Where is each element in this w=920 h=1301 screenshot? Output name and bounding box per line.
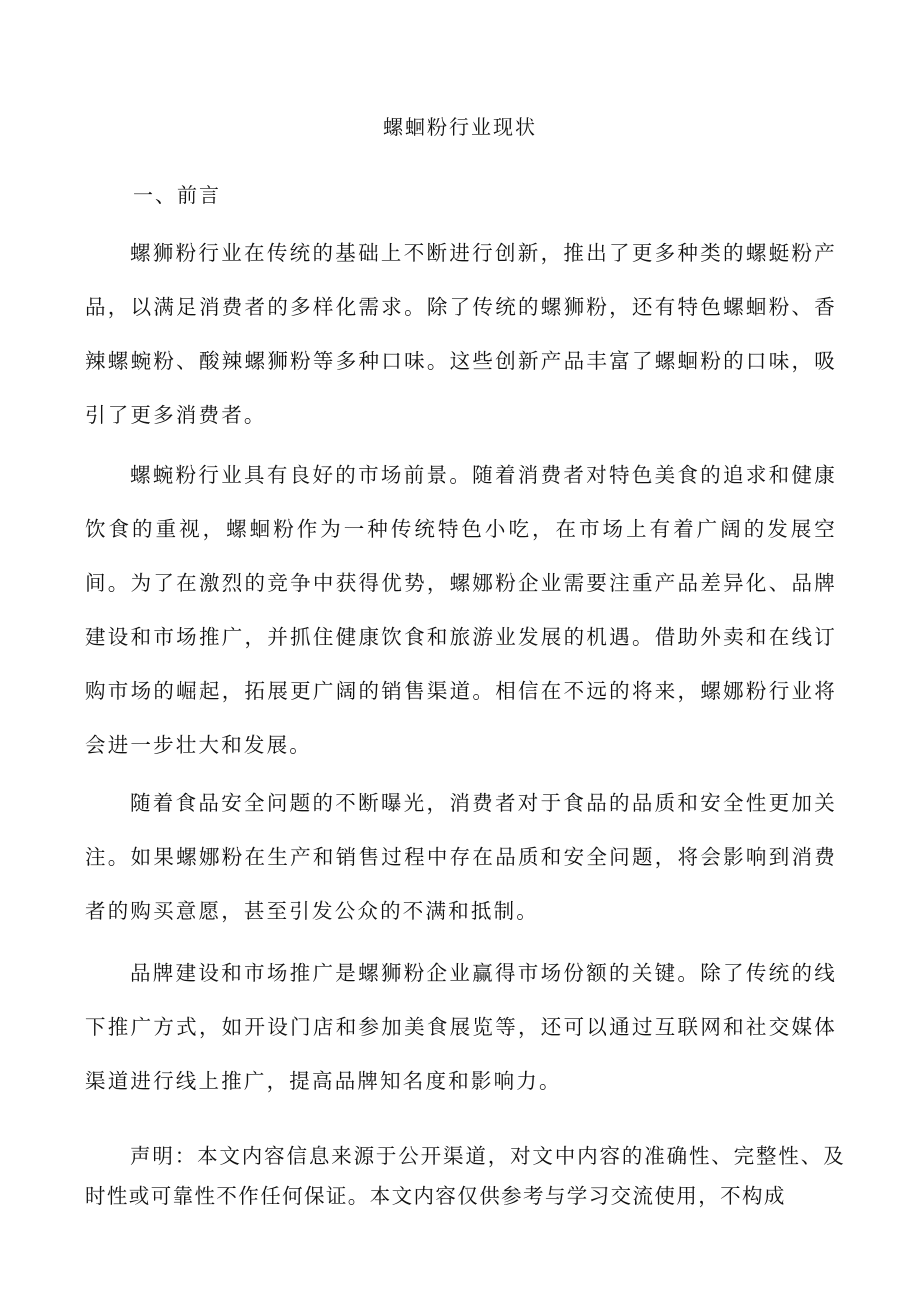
paragraph-food-safety: 随着食品安全问题的不断曝光，消费者对于食品的品质和安全性更加关注。如果螺娜粉在生产和销售过程中存在品质和安全问题，将会影响到消费者的购买意愿，甚至引发公众的不满和抵制。 [85, 791, 837, 923]
paragraph-market-outlook: 螺蜿粉行业具有良好的市场前景。随着消费者对特色美食的追求和健康饮食的重视，螺蛔粉作为一种传统特色小吃，在市场上有着广阔的发展空间。为了在激烈的竞争中获得优势，螺娜粉企业需要注重产品差异化、品牌建设和市场推广，并抓住健康饮食和旅游业发展的机遇。借助外卖和在线订购市场的崛起，拓展更广阔的销售渠道。相信在不远的将来，螺娜粉行业将会进一步壮大和发展。 [85, 463, 837, 757]
disclaimer-text: 声明：本文内容信息来源于公开渠道，对文中内容的准确性、完整性、及时性或可靠性不作任何保证。本文内容仅供参考与学习交流使用，不构成 [85, 1144, 845, 1208]
document-title: 螺蛔粉行业现状 [383, 115, 537, 139]
paragraph-brand-building: 品牌建设和市场推广是螺狮粉企业赢得市场份额的关键。除了传统的线下推广方式，如开设门店和参加美食展览等，还可以通过互联网和社交媒体渠道进行线上推广，提高品牌知名度和影响力。 [85, 961, 837, 1093]
section-heading-preface: 一、前言 [133, 183, 221, 207]
paragraph-innovation: 螺狮粉行业在传统的基础上不断进行创新，推出了更多种类的螺蜓粉产品，以满足消费者的多样化需求。除了传统的螺狮粉，还有特色螺蛔粉、香辣螺蜿粉、酸辣螺狮粉等多种口味。这些创新产品丰富了螺蛔粉的口味，吸引了更多消费者。 [85, 241, 837, 427]
